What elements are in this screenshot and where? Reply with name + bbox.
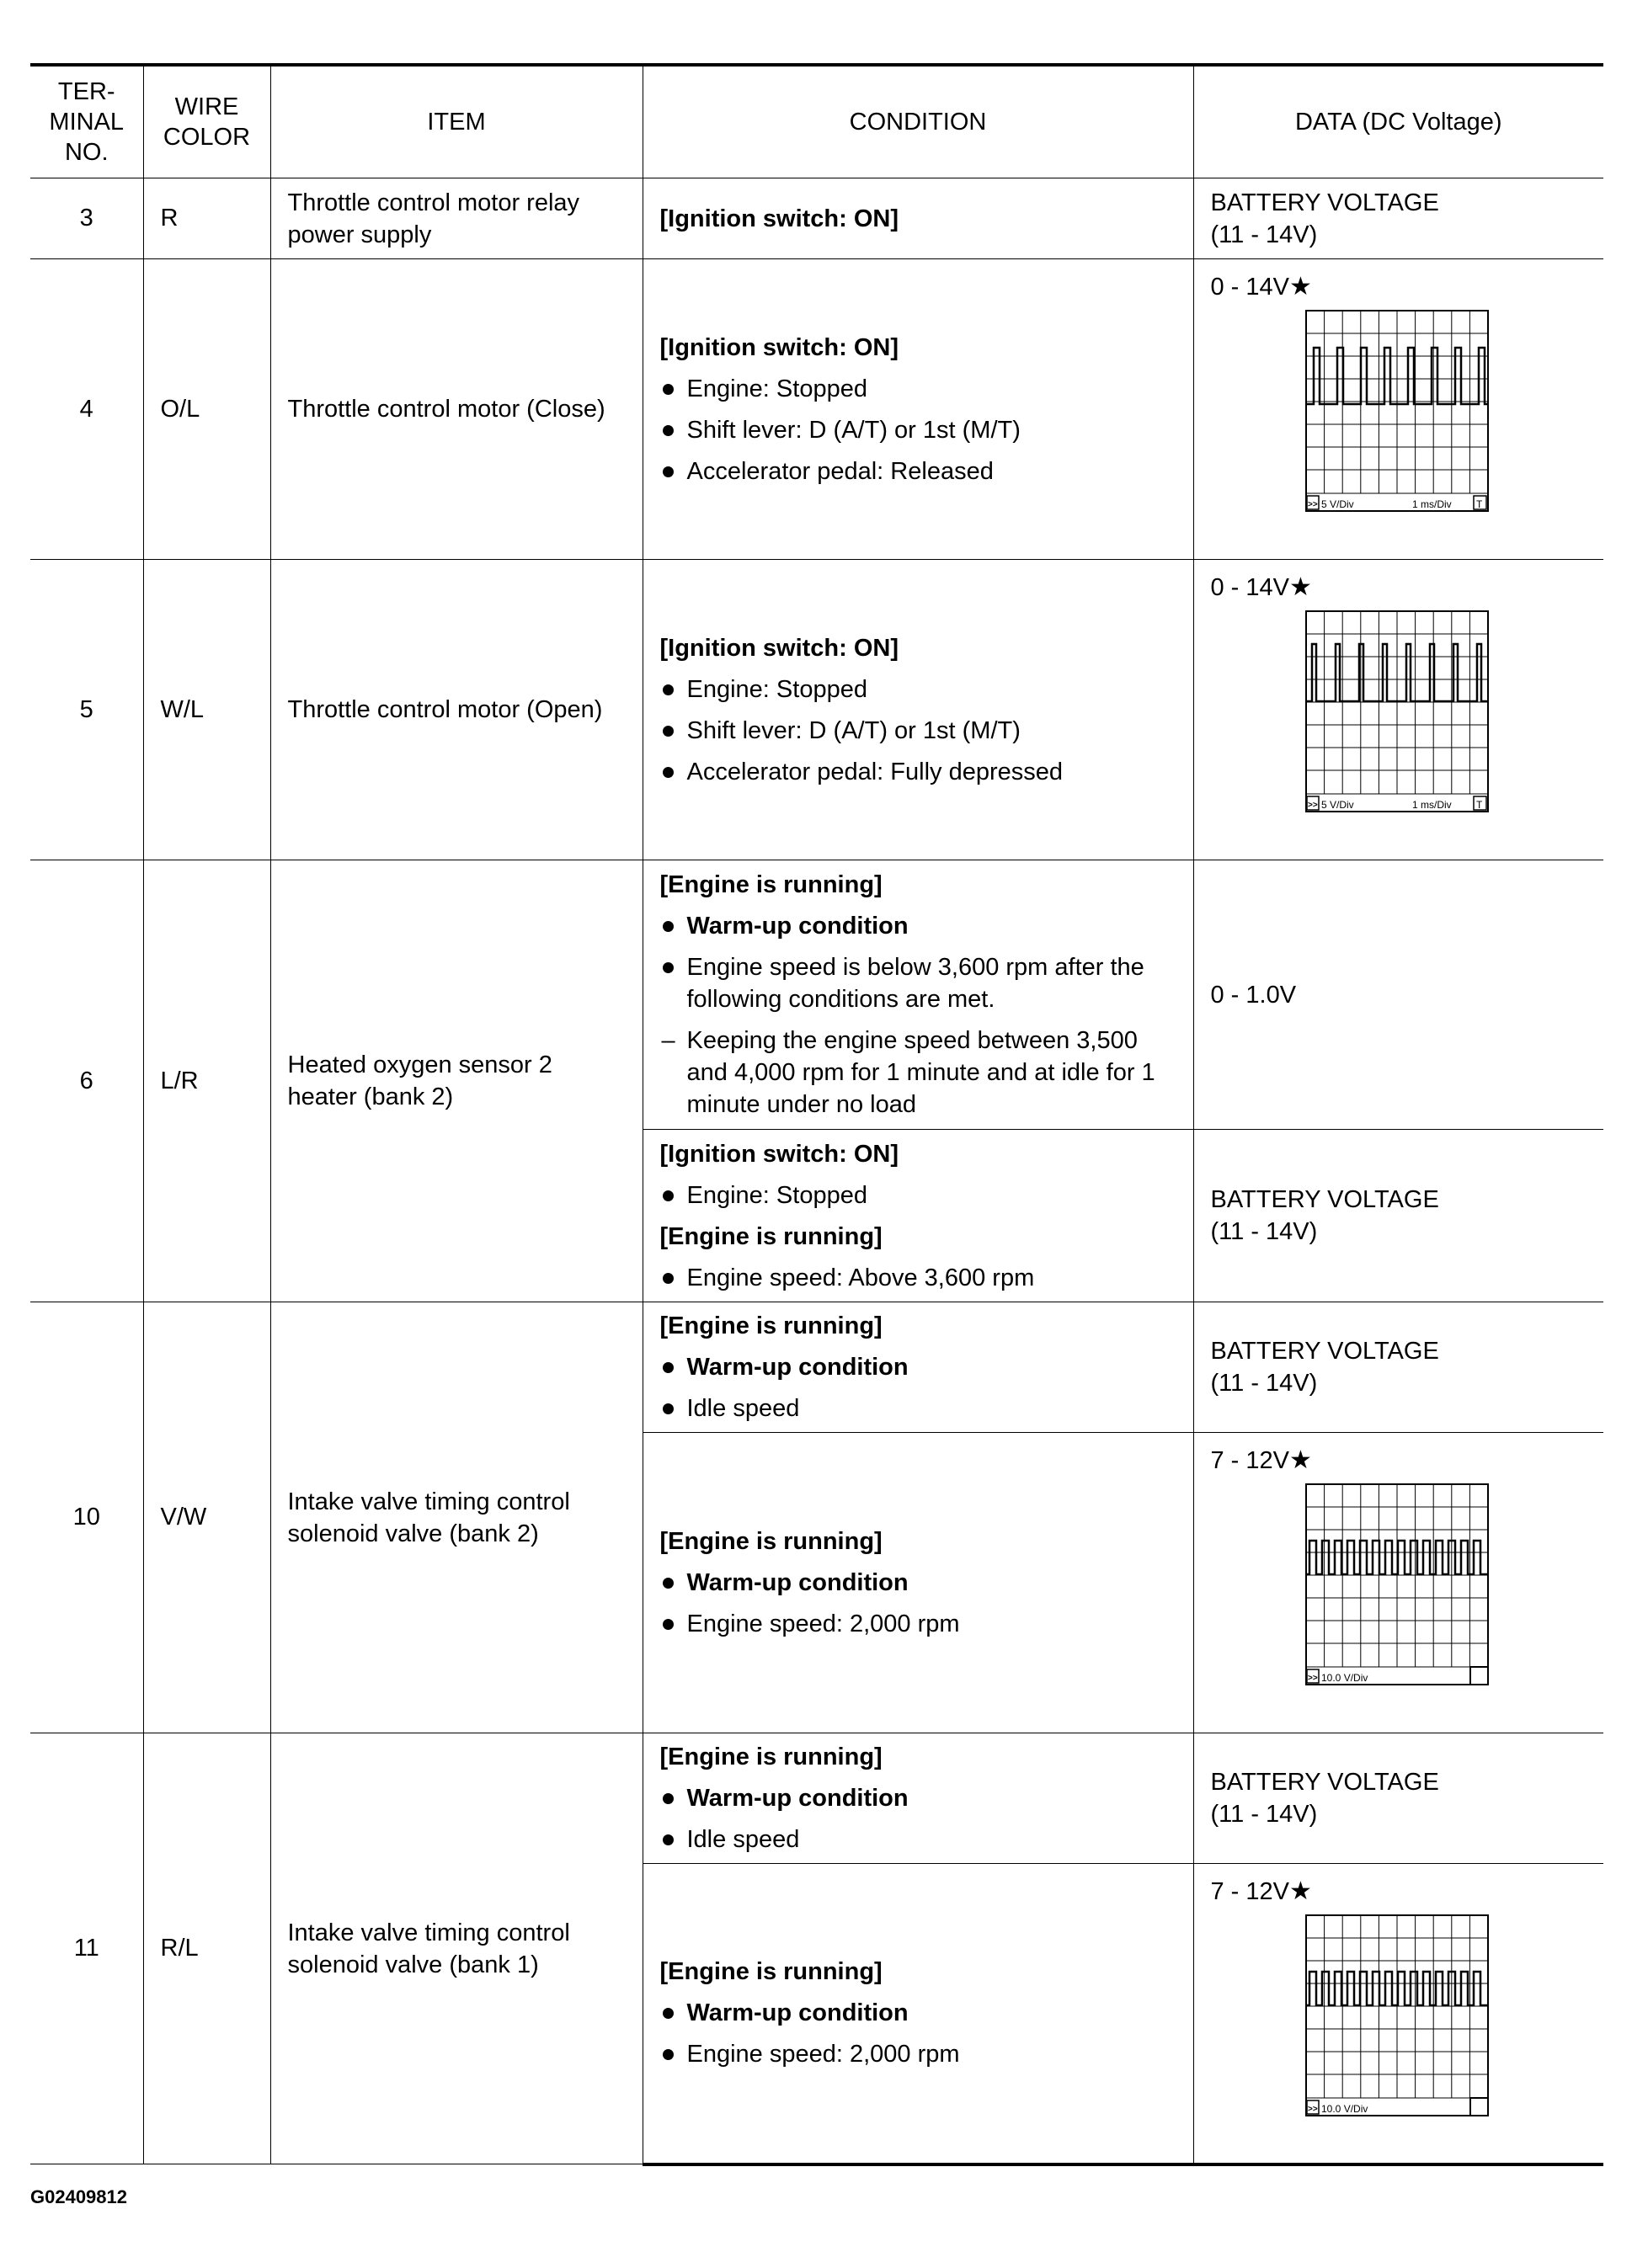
condition-bullet: Engine speed: 2,000 rpm bbox=[660, 1608, 1181, 1640]
header-wire-line: COLOR bbox=[163, 124, 251, 151]
condition-heading: [Ignition switch: ON] bbox=[659, 1140, 899, 1168]
data-line: (11 - 14V) bbox=[1210, 1370, 1318, 1397]
header-wire-line: WIRE bbox=[174, 93, 239, 120]
header-data: DATA (DC Voltage) bbox=[1193, 65, 1603, 178]
condition-heading: [Engine is running] bbox=[659, 871, 883, 898]
condition-bullet: Idle speed bbox=[660, 1823, 1181, 1855]
item-line: Throttle control motor relay bbox=[287, 189, 580, 216]
scope-volt-label: 5 V/Div bbox=[1320, 498, 1354, 510]
header-terminal-no bbox=[30, 65, 143, 178]
terminal-no: 6 bbox=[30, 860, 143, 1302]
wire-color: O/L bbox=[143, 259, 270, 560]
data-cell bbox=[1193, 860, 1603, 1130]
condition-heading: [Ignition switch: ON] bbox=[659, 634, 899, 662]
terminal-no: 11 bbox=[30, 1733, 143, 2164]
item-cell bbox=[270, 178, 643, 259]
condition-bullet bbox=[660, 951, 1181, 1015]
scope-arrow-icon: >> bbox=[1307, 801, 1318, 810]
scope-arrow-icon: >> bbox=[1307, 2105, 1318, 2114]
star-icon: ★ bbox=[1289, 273, 1312, 301]
header-item: ITEM bbox=[270, 65, 643, 178]
table-row-terminal-6a bbox=[30, 860, 1603, 1130]
scope-volt-label: 10.0 V/Div bbox=[1320, 2103, 1368, 2115]
condition-dash-item bbox=[660, 1025, 1181, 1121]
item-line: Intake valve timing control bbox=[287, 1488, 570, 1515]
oscilloscope-waveform bbox=[1305, 310, 1489, 512]
condition-bullet: Accelerator pedal: Released bbox=[660, 455, 1181, 487]
star-icon: ★ bbox=[1289, 573, 1312, 601]
scope-corner-box bbox=[1470, 2098, 1488, 2116]
figure-code: G02409812 bbox=[30, 2186, 127, 2207]
condition-cell bbox=[643, 1130, 1193, 1302]
pulse-trace bbox=[1307, 1972, 1487, 2005]
scope-trigger-mark: T bbox=[1475, 799, 1482, 811]
voltage-range bbox=[1211, 1876, 1604, 1908]
item-cell bbox=[270, 1733, 643, 2164]
condition-bullet: Idle speed bbox=[660, 1392, 1181, 1424]
item-cell: Throttle control motor (Close) bbox=[270, 259, 643, 560]
item-line: solenoid valve (bank 1) bbox=[287, 1951, 539, 1978]
voltage-value: 0 - 14V bbox=[1210, 274, 1289, 301]
terminal-no: 4 bbox=[30, 259, 143, 560]
voltage-value: 0 - 14V bbox=[1210, 574, 1289, 601]
scope-grid bbox=[1306, 611, 1488, 812]
wire-color: L/R bbox=[143, 860, 270, 1302]
item-line: power supply bbox=[287, 221, 432, 248]
wire-color: R bbox=[143, 178, 270, 259]
header-wire-color bbox=[143, 65, 270, 178]
condition-bullet: Warm-up condition bbox=[660, 910, 1181, 942]
terminal-no: 3 bbox=[30, 178, 143, 259]
scope-grid bbox=[1306, 1484, 1488, 1685]
header-terminal-line: TER- bbox=[57, 78, 115, 105]
terminal-no: 10 bbox=[30, 1302, 143, 1733]
condition-bullet: Warm-up condition bbox=[660, 1997, 1181, 2029]
data-line: (11 - 14V) bbox=[1210, 1801, 1318, 1828]
scope-arrow-icon: >> bbox=[1307, 1674, 1318, 1683]
condition-bullet: Accelerator pedal: Fully depressed bbox=[660, 756, 1181, 788]
scope-arrow-icon: >> bbox=[1307, 500, 1318, 509]
condition-text-line: and 4,000 rpm for 1 minute and at idle for 1 bbox=[686, 1059, 1155, 1086]
condition-heading: [Engine is running] bbox=[659, 1222, 883, 1250]
condition-bullet: Engine speed: 2,000 rpm bbox=[660, 2038, 1181, 2070]
oscilloscope-waveform bbox=[1305, 610, 1489, 812]
condition-text-line: minute under no load bbox=[686, 1091, 916, 1118]
scope-time-label: 1 ms/Div bbox=[1411, 498, 1452, 510]
data-line: BATTERY VOLTAGE bbox=[1210, 1769, 1439, 1796]
condition-cell bbox=[643, 259, 1193, 560]
condition-text-line: Engine speed is below 3,600 rpm after the bbox=[686, 954, 1144, 981]
condition-heading: [Ignition switch: ON] bbox=[659, 205, 899, 232]
voltage-range bbox=[1211, 1445, 1604, 1477]
scope-grid bbox=[1306, 1915, 1488, 2116]
scope-volt-label: 10.0 V/Div bbox=[1320, 1672, 1368, 1684]
table-row-terminal-4 bbox=[30, 259, 1603, 560]
star-icon: ★ bbox=[1289, 1877, 1312, 1905]
table-row-terminal-5 bbox=[30, 560, 1603, 860]
condition-cell bbox=[643, 1433, 1193, 1733]
data-cell bbox=[1193, 1130, 1603, 1302]
item-cell bbox=[270, 1302, 643, 1733]
pulse-trace bbox=[1307, 1541, 1487, 1574]
condition-cell bbox=[643, 560, 1193, 860]
condition-cell bbox=[643, 178, 1193, 259]
wire-color: R/L bbox=[143, 1733, 270, 2164]
voltage-range bbox=[1211, 271, 1604, 303]
condition-cell bbox=[643, 860, 1193, 1130]
condition-bullet: Warm-up condition bbox=[660, 1351, 1181, 1383]
condition-bullet: Engine: Stopped bbox=[660, 373, 1181, 405]
header-terminal-line: NO. bbox=[64, 139, 109, 166]
condition-bullet: Engine: Stopped bbox=[660, 673, 1181, 705]
table-row-terminal-10a bbox=[30, 1302, 1603, 1433]
header-terminal-line: MINAL bbox=[49, 109, 125, 136]
condition-cell bbox=[643, 1864, 1193, 2164]
wire-color: W/L bbox=[143, 560, 270, 860]
voltage-value: 7 - 12V bbox=[1210, 1447, 1289, 1474]
data-cell bbox=[1193, 1433, 1603, 1733]
data-line: (11 - 14V) bbox=[1210, 1218, 1318, 1245]
table-row-terminal-3 bbox=[30, 178, 1603, 259]
data-cell bbox=[1193, 560, 1603, 860]
condition-cell bbox=[643, 1302, 1193, 1433]
scope-grid bbox=[1306, 311, 1488, 511]
header-condition: CONDITION bbox=[643, 65, 1193, 178]
table-row-terminal-11a bbox=[30, 1733, 1603, 1864]
item-line: Intake valve timing control bbox=[287, 1919, 570, 1946]
data-cell bbox=[1193, 1733, 1603, 1864]
data-line: BATTERY VOLTAGE bbox=[1210, 1338, 1439, 1365]
condition-bullet: Warm-up condition bbox=[660, 1567, 1181, 1599]
condition-cell bbox=[643, 1733, 1193, 1864]
scope-trigger-mark: T bbox=[1475, 498, 1482, 510]
item-cell: Throttle control motor (Open) bbox=[270, 560, 643, 860]
condition-bullet: Warm-up condition bbox=[660, 1782, 1181, 1814]
item-line: Heated oxygen sensor 2 bbox=[287, 1051, 552, 1078]
condition-bullet: Engine: Stopped bbox=[660, 1179, 1181, 1211]
condition-heading: [Engine is running] bbox=[659, 1958, 883, 1986]
voltage-range bbox=[1211, 572, 1604, 604]
scope-volt-label: 5 V/Div bbox=[1320, 799, 1354, 811]
data-line: (11 - 14V) bbox=[1210, 221, 1318, 248]
data-cell bbox=[1193, 259, 1603, 560]
condition-heading: [Engine is running] bbox=[659, 1312, 883, 1339]
scope-time-label: 1 ms/Div bbox=[1411, 799, 1452, 811]
data-line: BATTERY VOLTAGE bbox=[1210, 189, 1439, 216]
scope-corner-box bbox=[1470, 1667, 1488, 1685]
oscilloscope-waveform bbox=[1305, 1483, 1489, 1685]
data-line: BATTERY VOLTAGE bbox=[1210, 1186, 1439, 1213]
condition-heading: [Ignition switch: ON] bbox=[659, 333, 899, 361]
star-icon: ★ bbox=[1289, 1446, 1312, 1474]
condition-heading: [Engine is running] bbox=[659, 1744, 883, 1770]
condition-bullet: Shift lever: D (A/T) or 1st (M/T) bbox=[660, 414, 1181, 446]
data-cell bbox=[1193, 1302, 1603, 1433]
item-cell bbox=[270, 860, 643, 1302]
data-cell bbox=[1193, 178, 1603, 259]
item-line: heater (bank 2) bbox=[287, 1083, 454, 1110]
voltage-value: 7 - 12V bbox=[1210, 1878, 1289, 1905]
oscilloscope-waveform bbox=[1305, 1914, 1489, 2116]
condition-heading: [Engine is running] bbox=[659, 1528, 883, 1555]
item-line: solenoid valve (bank 2) bbox=[287, 1520, 539, 1547]
condition-text-line: – Keeping the engine speed between 3,500 bbox=[686, 1027, 1138, 1054]
wire-color: V/W bbox=[143, 1302, 270, 1733]
data-cell bbox=[1193, 1864, 1603, 2164]
terminal-data-table bbox=[30, 63, 1603, 2166]
header-row bbox=[30, 65, 1603, 178]
condition-bullet: Shift lever: D (A/T) or 1st (M/T) bbox=[660, 715, 1181, 747]
condition-bullet: Engine speed: Above 3,600 rpm bbox=[660, 1262, 1181, 1294]
condition-text-line: following conditions are met. bbox=[686, 986, 995, 1013]
data-line: 0 - 1.0V bbox=[1210, 981, 1297, 1009]
terminal-no: 5 bbox=[30, 560, 143, 860]
